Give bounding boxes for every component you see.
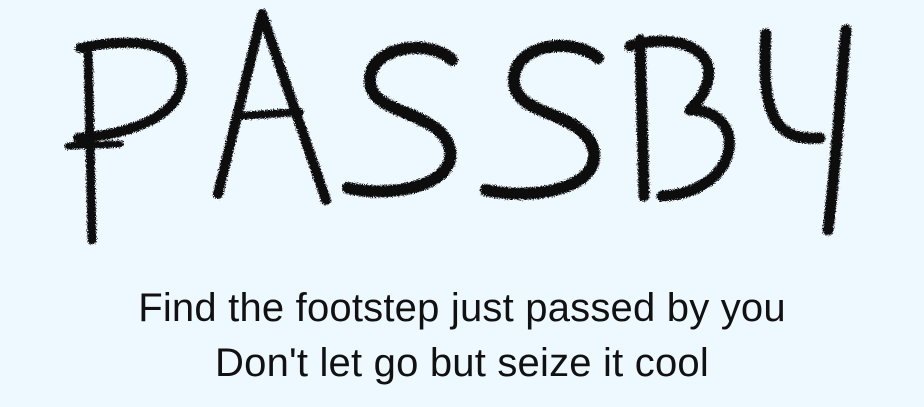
tagline-line-1: Find the footstep just passed by you — [138, 286, 786, 330]
logo-letter-a — [218, 14, 326, 200]
logo-letter-b — [630, 40, 729, 196]
logo-letter-y — [765, 30, 846, 230]
logo-letter-s-1 — [348, 48, 452, 192]
logo-letter-s-2 — [486, 46, 598, 194]
logo-lettering-svg — [50, 6, 874, 252]
logo-letter-p — [68, 43, 182, 240]
logo-text — [50, 252, 51, 253]
brand-logo — [50, 6, 874, 252]
tagline-line-2: Don't let go but seize it cool — [215, 341, 709, 385]
